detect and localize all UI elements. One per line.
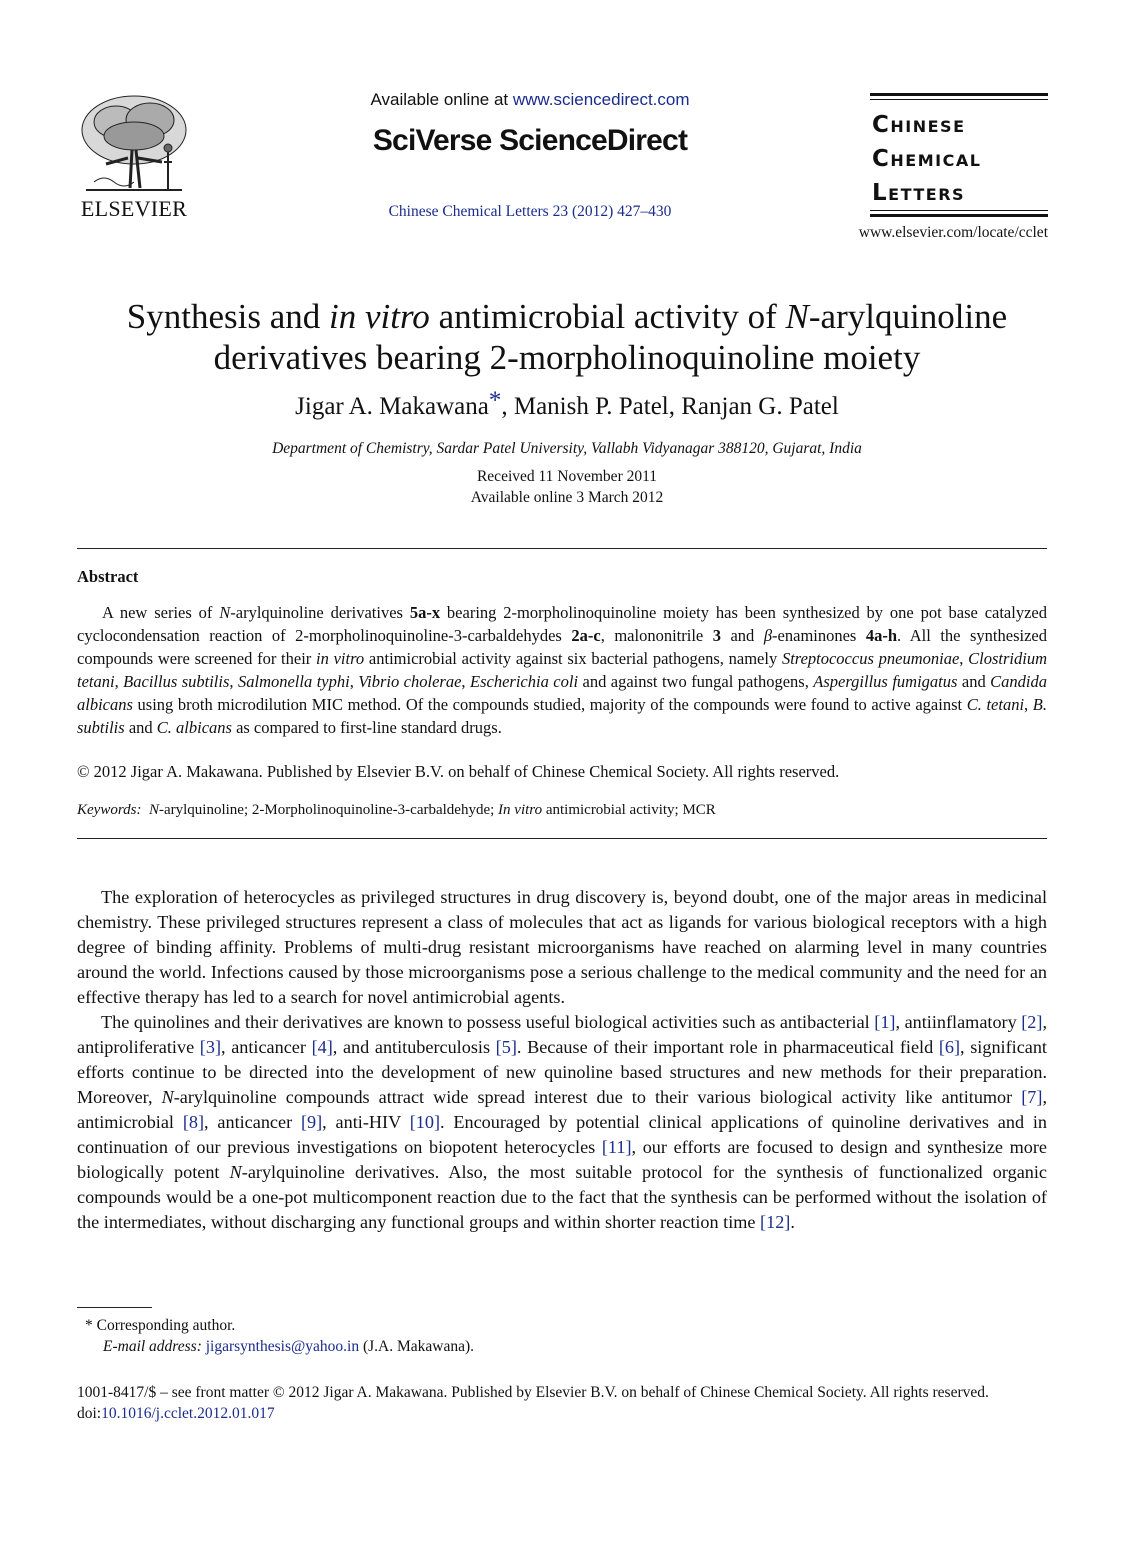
abstract-span: , — [461, 672, 471, 691]
body-span: , anticancer — [204, 1112, 301, 1132]
body-span: , antimicrobial — [77, 1087, 1047, 1132]
available-online — [300, 90, 760, 110]
abstract-span: as compared to first-line standard drugs. — [231, 718, 502, 737]
species-name: B. subtilis — [77, 695, 1047, 737]
journal-logo-line1: Chinese — [872, 112, 966, 138]
footnote-rule — [77, 1307, 152, 1308]
abstract-italic: β — [763, 626, 773, 645]
body-span: , significant efforts continue to be directed into the development of new quinoline based structures and new methods for their preparation. Moreover, — [77, 1037, 1047, 1107]
species-name: Vibrio cholerae — [358, 672, 462, 691]
journal-logo-line3: Letters — [872, 180, 966, 206]
body-span: . Encouraged by potential clinical applications of quinoline derivatives and in continuation of our previous investigations on biopotent heterocycles — [77, 1112, 1048, 1157]
doi-label: doi: — [77, 1405, 102, 1422]
article-title — [60, 296, 1074, 378]
keyword-text: -arylquinoline; 2-Morpholinoquinoline-3-carbaldehyde; — [158, 802, 499, 818]
footnote-star: * — [85, 1317, 93, 1334]
compound-label: 5a-x — [409, 603, 441, 622]
journal-logo-text — [872, 108, 981, 210]
journal-logo-rule-top — [870, 93, 1048, 96]
platform-logo: SciVerse ScienceDirect — [372, 124, 688, 157]
abstract-span: A new series of — [102, 603, 220, 622]
abstract-span: , — [349, 672, 359, 691]
sciencedirect-link[interactable]: www.sciencedirect.com — [512, 90, 690, 109]
body-paragraph-1: The exploration of heterocycles as privileged structures in drug discovery is, beyond doubt, one of the major areas in medicinal chemistry. These privileged structures represent a class of molecules that act as ligands for various biological receptors with a high degree of binding affinity. Problems of multi-drug resistant microorganisms have reached on alarming level in many countries around the world. Infections caused by those microorganisms pose a serious challenge to the medical community and the need for an effective therapy has led to a search for novel antimicrobial agents. — [77, 887, 1047, 1007]
keyword-italic: In vitro — [498, 802, 543, 818]
keyword-text: antimicrobial activity; MCR — [542, 802, 716, 818]
abstract-span: , — [229, 672, 238, 691]
abstract-span: , — [114, 672, 124, 691]
email-suffix: (J.A. Makawana). — [359, 1338, 474, 1355]
abstract-text — [77, 601, 1047, 739]
email-label: E-mail address: — [103, 1338, 206, 1355]
keyword-italic: N — [148, 802, 159, 818]
keywords — [77, 802, 1047, 819]
species-name: Bacillus subtilis — [123, 672, 230, 691]
page-footer — [77, 1382, 1047, 1424]
reference-link[interactable]: [3] — [199, 1037, 222, 1057]
body-span: . Because of their important role in pharmaceutical field — [516, 1037, 939, 1057]
reference-link[interactable]: [10] — [409, 1112, 441, 1132]
reference-link[interactable]: [7] — [1021, 1087, 1043, 1107]
species-name: Escherichia coli — [470, 672, 579, 691]
abstract-span: and — [124, 718, 157, 737]
author-names-rest: , Manish P. Patel, Ranjan G. Patel — [501, 393, 839, 420]
abstract-italic: N — [219, 603, 231, 622]
body-span: -arylquinoline compounds attract wide spread interest due to their various biological activity like antitumor — [173, 1087, 1022, 1107]
species-name: Clostridium tetani — [77, 649, 1048, 691]
abstract-span: , malononitrile — [600, 626, 713, 645]
journal-logo-line2: Chemical — [872, 146, 982, 172]
species-name: Aspergillus fumigatus — [813, 672, 958, 691]
species-name: Streptococcus pneumoniae — [781, 649, 960, 668]
journal-citation-link[interactable]: Chinese Chemical Letters 23 (2012) 427–430 — [388, 203, 672, 220]
title-part-italic: in vitro — [329, 297, 430, 336]
reference-link[interactable]: [2] — [1021, 1012, 1043, 1032]
body-span: , anticancer — [221, 1037, 312, 1057]
corresponding-author-marker[interactable]: * — [488, 387, 502, 414]
journal-logo-rule-bottom-thin — [870, 210, 1048, 211]
corresponding-author-note — [85, 1315, 985, 1336]
footnote — [85, 1315, 985, 1357]
reference-link[interactable]: [6] — [938, 1037, 961, 1057]
abstract-heading: Abstract — [77, 567, 139, 586]
species-name: Candida albicans — [77, 672, 1047, 714]
abstract-italic: in vitro — [316, 649, 365, 668]
abstract-paragraph — [77, 601, 1047, 739]
available-date: Available online 3 March 2012 — [470, 489, 664, 506]
reference-link[interactable]: [5] — [495, 1037, 517, 1057]
divider — [77, 838, 1047, 839]
compound-label: 3 — [712, 626, 721, 645]
body-span: , antiproliferative — [77, 1012, 1048, 1057]
journal-logo — [870, 93, 1048, 219]
divider — [77, 548, 1047, 549]
reference-link[interactable]: [8] — [182, 1112, 205, 1132]
received-date: Received 11 November 2011 — [476, 468, 658, 485]
compound-label: 2a-c — [571, 626, 601, 645]
available-online-prefix: Available online at — [370, 90, 513, 109]
title-part: Synthesis and — [126, 297, 330, 336]
journal-logo-rule-bottom — [870, 214, 1048, 217]
reference-link[interactable]: [4] — [311, 1037, 333, 1057]
body-italic: N — [229, 1162, 242, 1182]
abstract-span: bearing 2-morpholinoquinoline moiety has been synthesized by one pot base catalyzed cyclocondensation reaction of 2-morpholinoquinoline-3-carbaldehydes — [77, 603, 1047, 645]
body-span: . — [790, 1212, 795, 1232]
article-body — [77, 885, 1047, 1235]
reference-link[interactable]: [1] — [874, 1012, 896, 1032]
title-part: -arylquinoline — [808, 297, 1008, 336]
keywords-label: Keywords: — [77, 802, 142, 818]
title-part-italic: N — [785, 297, 809, 336]
abstract-span: . All the synthesized compounds were screened for their — [77, 626, 1047, 668]
body-span: , antiinflamatory — [895, 1012, 1022, 1032]
journal-url[interactable]: www.elsevier.com/locate/cclet — [858, 224, 1048, 241]
body-span: , and antituberculosis — [332, 1037, 496, 1057]
doi-link[interactable]: 10.1016/j.cclet.2012.01.017 — [101, 1405, 275, 1422]
email-line — [85, 1336, 985, 1357]
affiliation: Department of Chemistry, Sardar Patel University, Vallabh Vidyanagar 388120, Gujarat, India — [272, 440, 862, 457]
reference-link[interactable]: [12] — [760, 1212, 791, 1232]
issn-line: 1001-8417/$ – see front matter © 2012 Jigar A. Makawana. Published by Elsevier B.V. on behalf of Chinese Chemical Society. All rights reserved. — [77, 1384, 989, 1401]
abstract-span: antimicrobial activity against six bacterial pathogens, namely — [364, 649, 782, 668]
reference-link[interactable]: [11] — [601, 1137, 632, 1157]
article-dates — [60, 466, 1074, 508]
title-part: derivatives bearing 2-morpholinoquinoline moiety — [213, 338, 921, 377]
publisher-name: ELSEVIER — [80, 196, 188, 221]
abstract-span: -enaminones — [772, 626, 866, 645]
footnote-text: Corresponding author. — [92, 1317, 236, 1334]
abstract-span: and — [720, 626, 764, 645]
reference-link[interactable]: [9] — [300, 1112, 323, 1132]
doi-line — [77, 1403, 1047, 1424]
species-name: C. albicans — [156, 718, 232, 737]
abstract-span: , — [1024, 695, 1033, 714]
abstract-span: using broth microdilution MIC method. Of the compounds studied, majority of the compounds were found to active against — [132, 695, 967, 714]
author-list — [60, 387, 1074, 421]
abstract-span: and — [957, 672, 991, 691]
body-span: -arylquinoline derivatives. Also, the most suitable protocol for the synthesis of functionalized organic compounds would be a one-pot multicomponent reaction due to the fact that the synthesis can be performed without the isolation of the intermediates, without discharging any functional groups and within shorter reaction time — [77, 1162, 1047, 1232]
author-name: Jigar A. Makawana — [295, 393, 489, 420]
species-name: C. tetani — [966, 695, 1025, 714]
email-link[interactable]: jigarsynthesis@yahoo.in — [205, 1338, 360, 1355]
species-name: Salmonella typhi — [237, 672, 350, 691]
body-span: , anti-HIV — [322, 1112, 410, 1132]
abstract-span: and against two fungal pathogens, — [578, 672, 814, 691]
body-paragraph-2 — [77, 1010, 1047, 1235]
body-span: , our efforts are focused to design and synthesize more biologically potent — [77, 1137, 1047, 1182]
body-span: The quinolines and their derivatives are known to possess useful biological activities such as antibacterial — [101, 1012, 875, 1032]
title-part: antimicrobial activity of — [429, 297, 786, 336]
compound-label: 4a-h — [865, 626, 898, 645]
journal-logo-rule-top-thin — [870, 99, 1048, 100]
abstract-copyright: © 2012 Jigar A. Makawana. Published by Elsevier B.V. on behalf of Chinese Chemical Society. All rights reserved. — [77, 762, 840, 781]
abstract-span: -arylquinoline derivatives — [230, 603, 410, 622]
abstract-span: , — [959, 649, 969, 668]
body-italic: N — [161, 1087, 174, 1107]
